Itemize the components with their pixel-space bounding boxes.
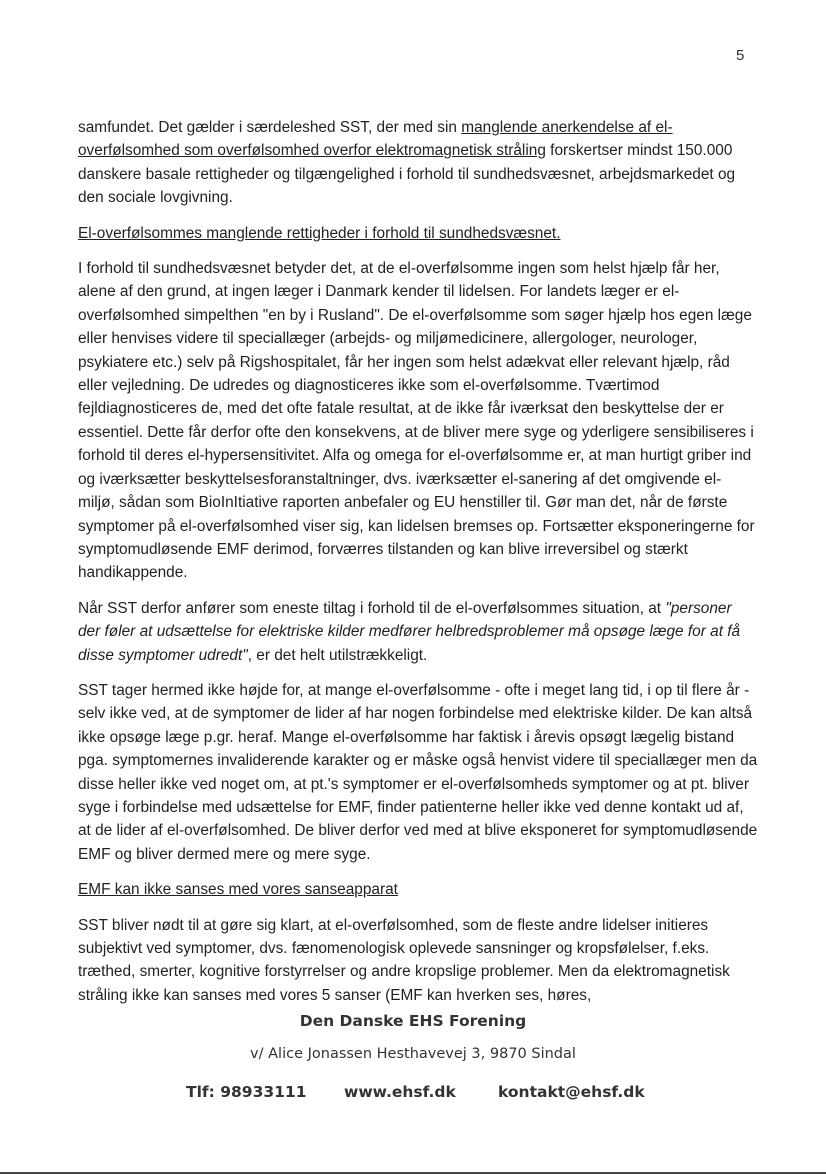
paragraph-5: SST bliver nødt til at gøre sig klart, at el-overfølsomhed, som de fleste andre lidelser initieres subjektivt ved symptomer, dvs. fænomenologisk oplevede sansninger og kropsfølelser, f.eks. træthed, smerter, kognitive forstyrrelser og andre kropslige problemer. Men da elektromagnetisk stråling ikke kan sanses med vores 5 sanser (EMF kan hverken ses, høres,	[78, 916, 730, 1004]
paragraph-3-text-c: , er det helt utilstrækkeligt.	[247, 646, 428, 664]
paragraph-3-quote: "personer der føler at udsættelse for elektriske kilder medfører helbredsproblemer må opsøge læge for at få disse symptomer udredt"	[78, 599, 741, 664]
paragraph-1	[78, 116, 758, 210]
footer-phone: Tlf: 98933111	[186, 1083, 307, 1101]
paragraph-1-text-c: forskertser mindst 150.000 danskere basale rettigheder og tilgængelighed i forhold til sundhedsvæsnet, arbejdsmarkedet og den sociale lovgivning.	[78, 142, 736, 207]
document-body	[78, 116, 758, 1019]
footer-org-name: Den Danske EHS Forening	[299, 1012, 527, 1030]
page-bottom-divider	[0, 1172, 826, 1174]
paragraph-3	[78, 597, 758, 667]
paragraph-1-underlined-text: manglende anerkendelse af el-overfølsomhed som overfølsomhed overfor elektromagnetisk stråling	[78, 119, 673, 160]
paragraph-3-text-a: Når SST derfor anfører som eneste tiltag i forhold til de el-overfølsommes situation, at	[78, 599, 666, 617]
paragraph-1-text-a: samfundet. Det gælder i særdeleshed SST, der med sin	[78, 119, 462, 136]
footer-address: v/ Alice Jonassen Hesthavevej 3, 9870 Sindal	[250, 1046, 576, 1062]
page-number: 5	[736, 47, 745, 64]
paragraph-4: SST tager hermed ikke højde for, at mange el-overfølsomme - ofte i meget lang tid, i op til flere år - selv ikke ved, at de symptomer de lider af har nogen forbindelse med elektriske kilder. De kan altså ikke opsøge læge p.gr. heraf. Mange el-overfølsomme har faktisk i årevis opsøgt lægelig bistand pga. symptomernes invaliderende karakter og er måske også henvist videre til speciallæger men da disse heller ikke ved noget om, at pt.'s symptomer er el-overfølsomheds symptomer og at pt. bliver syge i forbindelse med udsættelse for EMF, finder patienterne heller ikke ved denne kontakt ud af, at de lider af el-overfølsomhed. De bliver derfor ved med at blive eksponeret for symptomudløsende EMF og bliver dermed mere og mere syge.	[78, 681, 758, 863]
footer-website-link[interactable]: www.ehsf.dk	[344, 1083, 456, 1101]
section-heading-rights: El-overfølsommes manglende rettigheder i forhold til sundhedsvæsnet.	[78, 224, 561, 242]
paragraph-2: I forhold til sundhedsvæsnet betyder det, at de el-overfølsomme ingen som helst hjælp får her, alene af den grund, at ingen læger i Danmark kender til lidelsen. For landets læger er el-overfølsomhed simpelthen "en by i Rusland". De el-overfølsomme som søger hjælp hos egen læge eller henvises videre til speciallæger (arbejds- og miljømedicinere, allergologer, neurologer, psykiatere etc.) selv på Rigshospitalet, får her ingen som helst adækvat eller relevant hjælp, råd eller vejledning. De udredes og diagnosticeres ikke som el-overfølsomme. Tværtimod fejldiagnosticeres de, med det ofte fatale resultat, at de ikke får iværksat den beskyttelse der er essentiel. Dette får derfor ofte den konsekvens, at de bliver mere syge og yderligere sensibiliseres i forhold til deres el-hypersensitivitet. Alfa og omega for el-overfølsomme er, at man hurtigt griber ind og iværksætter beskyttelsesforanstaltninger, dvs. iværksætter el-sanering af det omgivende el-miljø, sådan som BioInItiative raporten anbefaler og EU henstiller til. Gør man det, når de første symptomer på el-overfølsomhed viser sig, kan lidelsen bremses op. Fortsætter eksponeringerne for symptomudløsende EMF derimod, forværres tilstanden og kan blive irreversibel og stærkt handikappende.	[78, 260, 755, 582]
section-heading-emf: EMF kan ikke sanses med vores sanseapparat	[78, 881, 398, 899]
footer-email-link[interactable]: kontakt@ehsf.dk	[498, 1083, 645, 1101]
